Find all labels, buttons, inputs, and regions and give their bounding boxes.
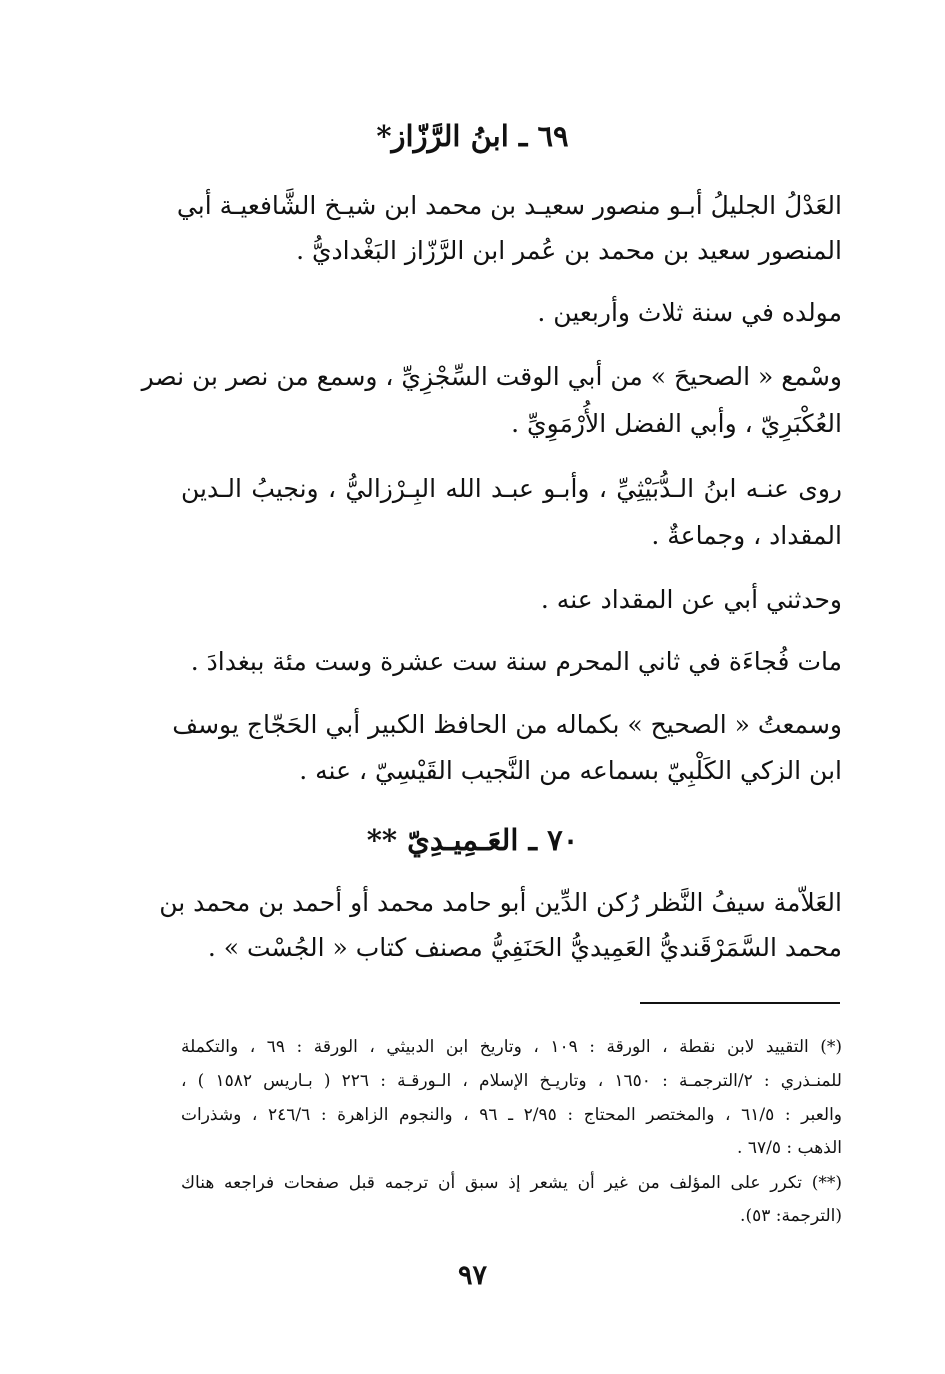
- entry-heading: ٦٩ ـ ابنُ الرَّزّاز*: [376, 119, 569, 153]
- text-line: العُكْبَرِيّ ، وأبي الفضل الأُرْمَوِيِّ .: [511, 409, 842, 438]
- footnote-line: والعبر : ٦١/٥ ، والمختصر المحتاج : ٢/٩٥ ـ ٩٦ ، والنجوم الزاهرة : ٢٤٦/٦ ، وشذرات: [181, 1105, 843, 1125]
- entry-heading: ٧٠ ـ العَـمِيـدِيّ **: [366, 823, 579, 857]
- text-line: العَدْلُ الجليلُ أبـو منصور سعيـد بن محمد ابن شيـخ الشَّافعيـة أبي: [176, 191, 842, 220]
- text-line: محمد السَّمَرْقَنديُّ العَمِيديُّ الحَنَفِيُّ مصنف كتاب « الجُسْت » .: [207, 933, 842, 962]
- page-number: ٩٧: [457, 1260, 487, 1291]
- footnote-separator: [640, 1002, 840, 1004]
- text-line: مات فُجاءَة في ثاني المحرم سنة ست عشرة وست مئة ببغدادَ .: [190, 647, 842, 676]
- text-line: روى عنـه ابنُ الـدُّبَيْثِيِّ ، وأبـو عبـد الله البِـرْزاليُّ ، ونجيبُ الـدين: [181, 474, 842, 503]
- text-line: مولده في سنة ثلاث وأربعين .: [537, 298, 842, 327]
- text-line: وسْمع « الصحيحَ » من أبي الوقت السِّجْزِيِّ ، وسمع من نصر بن نصر: [141, 362, 842, 391]
- footnote-line: (**) تكرر على المؤلف من غير أن يشعر إذ سبق أن ترجمه قبل صفحات فراجعه هناك: [181, 1173, 842, 1193]
- text-line: العَلاّمة سيفُ النَّظر رُكن الدِّين أبو حامد محمد أو أحمد بن محمد بن: [159, 888, 842, 917]
- footnote-line: (*) التقييد لابن نقطة ، الورقة : ١٠٩ ، وتاريخ ابن الدبيثي ، الورقة : ٦٩ ، والتكملة: [181, 1037, 843, 1057]
- footnote-line: الذهب : ٦٧/٥ .: [737, 1138, 842, 1158]
- text-line: المقداد ، وجماعةٌ .: [651, 521, 842, 550]
- text-line: ابن الزكي الكَلْبِيّ بسماعه من النَّجيب القَيْسِيّ ، عنه .: [299, 756, 842, 785]
- text-line: المنصور سعيد بن محمد بن عُمر ابن الرَّزّاز البَغْداديُّ .: [296, 236, 842, 265]
- footnote-line: للمنـذري : ٢/الترجمـة : ١٦٥٠ ، وتاريـخ الإسلام ، الـورقـة : ٢٢٦ ( بـاريس ١٥٨٢ ) ،: [181, 1071, 842, 1091]
- footnote-line: (الترجمة: ٥٣).: [740, 1206, 842, 1226]
- text-line: وسمعتُ « الصحيح » بكماله من الحافظ الكبير أبي الحَجّاج يوسف: [172, 710, 842, 739]
- text-line: وحدثني أبي عن المقداد عنه .: [540, 585, 842, 614]
